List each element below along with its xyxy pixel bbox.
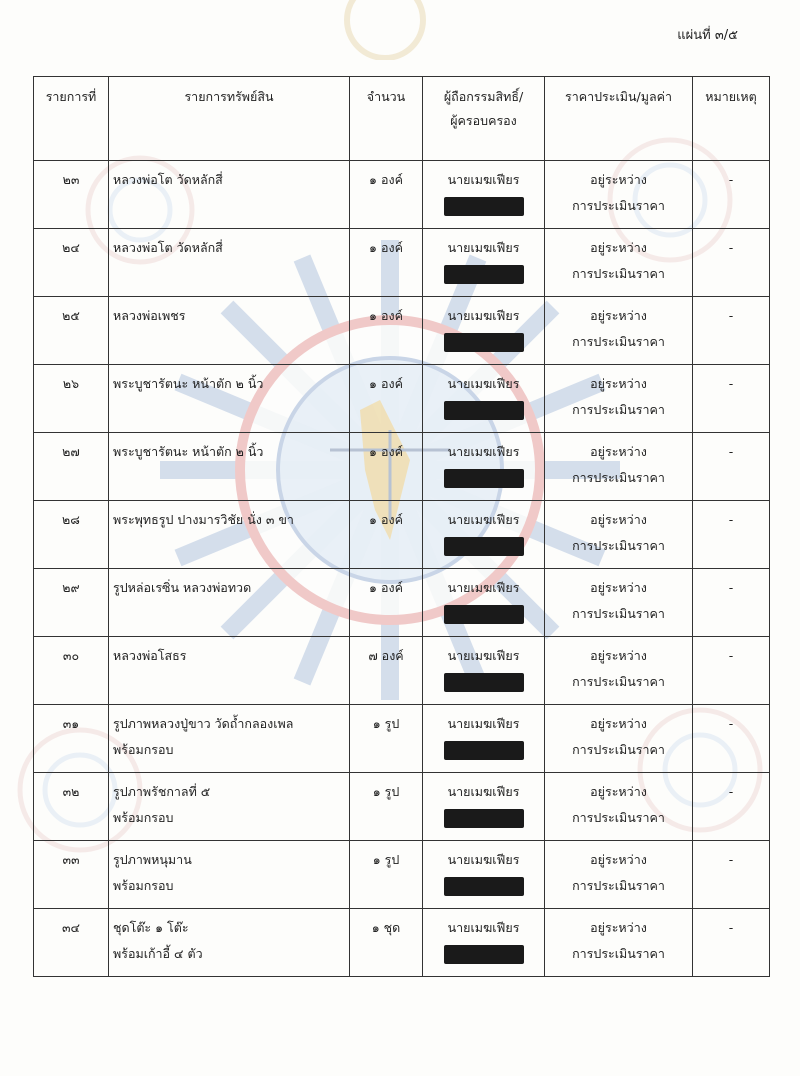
row-no: ๒๗ xyxy=(34,433,109,501)
row-price-line2: การประเมินราคา xyxy=(572,334,665,349)
table-row xyxy=(34,569,770,637)
row-note: - xyxy=(693,365,770,433)
row-item-line2: พร้อมกรอบ xyxy=(113,878,174,893)
row-no: ๒๖ xyxy=(34,365,109,433)
row-note: - xyxy=(693,909,770,977)
table-row xyxy=(34,909,770,977)
row-no: ๓๓ xyxy=(34,841,109,909)
row-price-line2: การประเมินราคา xyxy=(572,198,665,213)
row-owner xyxy=(423,433,545,501)
row-qty: ๗ องค์ xyxy=(350,637,423,705)
row-price xyxy=(545,773,693,841)
row-price xyxy=(545,501,693,569)
row-price xyxy=(545,705,693,773)
row-item xyxy=(109,433,350,501)
row-no: ๒๕ xyxy=(34,297,109,365)
row-note: - xyxy=(693,433,770,501)
row-price-line2: การประเมินราคา xyxy=(572,266,665,281)
row-owner-name: นายเมฆเฟียร xyxy=(447,172,520,187)
row-item-line1: หลวงพ่อเพชร xyxy=(113,308,186,323)
row-owner-name: นายเมฆเฟียร xyxy=(447,308,520,323)
row-qty: ๑ องค์ xyxy=(350,569,423,637)
row-price xyxy=(545,229,693,297)
row-owner xyxy=(423,705,545,773)
row-qty: ๑ รูป xyxy=(350,773,423,841)
row-owner-name: นายเมฆเฟียร xyxy=(447,784,520,799)
row-item xyxy=(109,161,350,229)
row-item-line1: พระบูชารัตนะ หน้าตัก ๒ นิ้ว xyxy=(113,444,264,459)
row-item-line1: รูปหล่อเรซิ่น หลวงพ่อทวด xyxy=(113,580,252,595)
redaction-bar xyxy=(444,197,524,216)
row-owner xyxy=(423,569,545,637)
row-item xyxy=(109,773,350,841)
table-row xyxy=(34,705,770,773)
row-price-line2: การประเมินราคา xyxy=(572,402,665,417)
row-owner-name: นายเมฆเฟียร xyxy=(447,716,520,731)
row-item-line2: พร้อมกรอบ xyxy=(113,742,174,757)
row-note: - xyxy=(693,637,770,705)
row-owner xyxy=(423,637,545,705)
row-item xyxy=(109,229,350,297)
row-price-line2: การประเมินราคา xyxy=(572,946,665,961)
row-price-line1: อยู่ระหว่าง xyxy=(590,512,647,527)
table-row xyxy=(34,841,770,909)
redaction-bar xyxy=(444,265,524,284)
row-owner-name: นายเมฆเฟียร xyxy=(447,580,520,595)
row-item-line1: รูปภาพหลวงปู่ขาว วัดถ้ำกลองเพล xyxy=(113,716,294,731)
row-owner xyxy=(423,365,545,433)
row-owner-name: นายเมฆเฟียร xyxy=(447,512,520,527)
row-owner-name: นายเมฆเฟียร xyxy=(447,648,520,663)
row-note: - xyxy=(693,161,770,229)
redaction-bar xyxy=(444,945,524,964)
table-row xyxy=(34,773,770,841)
table-row xyxy=(34,501,770,569)
row-note: - xyxy=(693,705,770,773)
row-item-line1: รูปภาพหนุมาน xyxy=(113,852,192,867)
row-item xyxy=(109,909,350,977)
row-price-line1: อยู่ระหว่าง xyxy=(590,852,647,867)
row-item-line1: หลวงพ่อโสธร xyxy=(113,648,187,663)
row-qty: ๑ องค์ xyxy=(350,501,423,569)
row-item xyxy=(109,569,350,637)
row-item xyxy=(109,637,350,705)
row-owner-name: นายเมฆเฟียร xyxy=(447,852,520,867)
row-price xyxy=(545,433,693,501)
row-item xyxy=(109,365,350,433)
asset-table xyxy=(33,76,770,977)
row-price xyxy=(545,637,693,705)
row-price-line1: อยู่ระหว่าง xyxy=(590,920,647,935)
row-item-line2: พร้อมเก้าอี้ ๔ ตัว xyxy=(113,946,203,961)
row-no: ๓๔ xyxy=(34,909,109,977)
row-owner-name: นายเมฆเฟียร xyxy=(447,920,520,935)
row-price-line2: การประเมินราคา xyxy=(572,742,665,757)
row-item xyxy=(109,501,350,569)
row-item xyxy=(109,841,350,909)
row-no: ๓๒ xyxy=(34,773,109,841)
seal-watermark-top xyxy=(330,0,440,60)
row-note: - xyxy=(693,229,770,297)
table-row xyxy=(34,161,770,229)
table-row xyxy=(34,297,770,365)
row-price-line2: การประเมินราคา xyxy=(572,606,665,621)
row-price xyxy=(545,909,693,977)
row-no: ๒๓ xyxy=(34,161,109,229)
table-row xyxy=(34,637,770,705)
row-price-line1: อยู่ระหว่าง xyxy=(590,376,647,391)
row-qty: ๑ ชุด xyxy=(350,909,423,977)
header-owner-line1: ผู้ถือกรรมสิทธิ์/ xyxy=(443,89,524,104)
row-item-line1: หลวงพ่อโต วัดหลักสี่ xyxy=(113,172,223,187)
row-note: - xyxy=(693,501,770,569)
row-no: ๓๑ xyxy=(34,705,109,773)
table-row xyxy=(34,433,770,501)
row-owner xyxy=(423,501,545,569)
row-price xyxy=(545,569,693,637)
row-price-line2: การประเมินราคา xyxy=(572,674,665,689)
redaction-bar xyxy=(444,673,524,692)
row-price-line1: อยู่ระหว่าง xyxy=(590,444,647,459)
row-price-line1: อยู่ระหว่าง xyxy=(590,784,647,799)
row-price-line2: การประเมินราคา xyxy=(572,878,665,893)
row-price-line1: อยู่ระหว่าง xyxy=(590,580,647,595)
redaction-bar xyxy=(444,537,524,556)
row-owner xyxy=(423,773,545,841)
row-price-line2: การประเมินราคา xyxy=(572,470,665,485)
table-header-row xyxy=(34,77,770,161)
row-item-line2: พร้อมกรอบ xyxy=(113,810,174,825)
redaction-bar xyxy=(444,877,524,896)
row-price xyxy=(545,297,693,365)
redaction-bar xyxy=(444,333,524,352)
row-qty: ๑ องค์ xyxy=(350,229,423,297)
row-qty: ๑ รูป xyxy=(350,705,423,773)
row-item xyxy=(109,297,350,365)
row-item-line1: พระบูชารัตนะ หน้าตัก ๒ นิ้ว xyxy=(113,376,264,391)
redaction-bar xyxy=(444,401,524,420)
row-qty: ๑ องค์ xyxy=(350,297,423,365)
row-item-line1: รูปภาพรัชกาลที่ ๕ xyxy=(113,784,211,799)
row-owner xyxy=(423,841,545,909)
redaction-bar xyxy=(444,809,524,828)
header-note: หมายเหตุ xyxy=(693,77,770,161)
redaction-bar xyxy=(444,469,524,488)
row-owner xyxy=(423,297,545,365)
row-item xyxy=(109,705,350,773)
row-qty: ๑ องค์ xyxy=(350,433,423,501)
row-price-line1: อยู่ระหว่าง xyxy=(590,648,647,663)
row-price-line2: การประเมินราคา xyxy=(572,810,665,825)
row-owner xyxy=(423,161,545,229)
row-qty: ๑ รูป xyxy=(350,841,423,909)
row-item-line1: ชุดโต๊ะ ๑ โต๊ะ xyxy=(113,920,189,935)
row-note: - xyxy=(693,773,770,841)
header-owner xyxy=(423,77,545,161)
row-no: ๒๘ xyxy=(34,501,109,569)
redaction-bar xyxy=(444,605,524,624)
row-owner xyxy=(423,229,545,297)
row-owner-name: นายเมฆเฟียร xyxy=(447,376,520,391)
table-row xyxy=(34,229,770,297)
page-number: แผ่นที่ ๓/๕ xyxy=(677,28,738,43)
row-price-line2: การประเมินราคา xyxy=(572,538,665,553)
header-no: รายการที่ xyxy=(34,77,109,161)
row-no: ๓๐ xyxy=(34,637,109,705)
row-price xyxy=(545,161,693,229)
row-owner-name: นายเมฆเฟียร xyxy=(447,240,520,255)
row-price-line1: อยู่ระหว่าง xyxy=(590,172,647,187)
row-note: - xyxy=(693,569,770,637)
header-qty: จำนวน xyxy=(350,77,423,161)
row-no: ๒๙ xyxy=(34,569,109,637)
row-note: - xyxy=(693,841,770,909)
row-item-line1: หลวงพ่อโต วัดหลักสี่ xyxy=(113,240,223,255)
row-price-line1: อยู่ระหว่าง xyxy=(590,240,647,255)
row-qty: ๑ องค์ xyxy=(350,161,423,229)
row-price-line1: อยู่ระหว่าง xyxy=(590,716,647,731)
header-item: รายการทรัพย์สิน xyxy=(109,77,350,161)
header-owner-line2: ผู้ครอบครอง xyxy=(450,113,517,128)
row-item-line1: พระพุทธรูป ปางมารวิชัย นั่ง ๓ ขา xyxy=(113,512,294,527)
row-price-line1: อยู่ระหว่าง xyxy=(590,308,647,323)
header-price: ราคาประเมิน/มูลค่า xyxy=(545,77,693,161)
row-price xyxy=(545,841,693,909)
table-row xyxy=(34,365,770,433)
row-price xyxy=(545,365,693,433)
row-qty: ๑ องค์ xyxy=(350,365,423,433)
row-owner-name: นายเมฆเฟียร xyxy=(447,444,520,459)
redaction-bar xyxy=(444,741,524,760)
row-owner xyxy=(423,909,545,977)
row-no: ๒๔ xyxy=(34,229,109,297)
row-note: - xyxy=(693,297,770,365)
